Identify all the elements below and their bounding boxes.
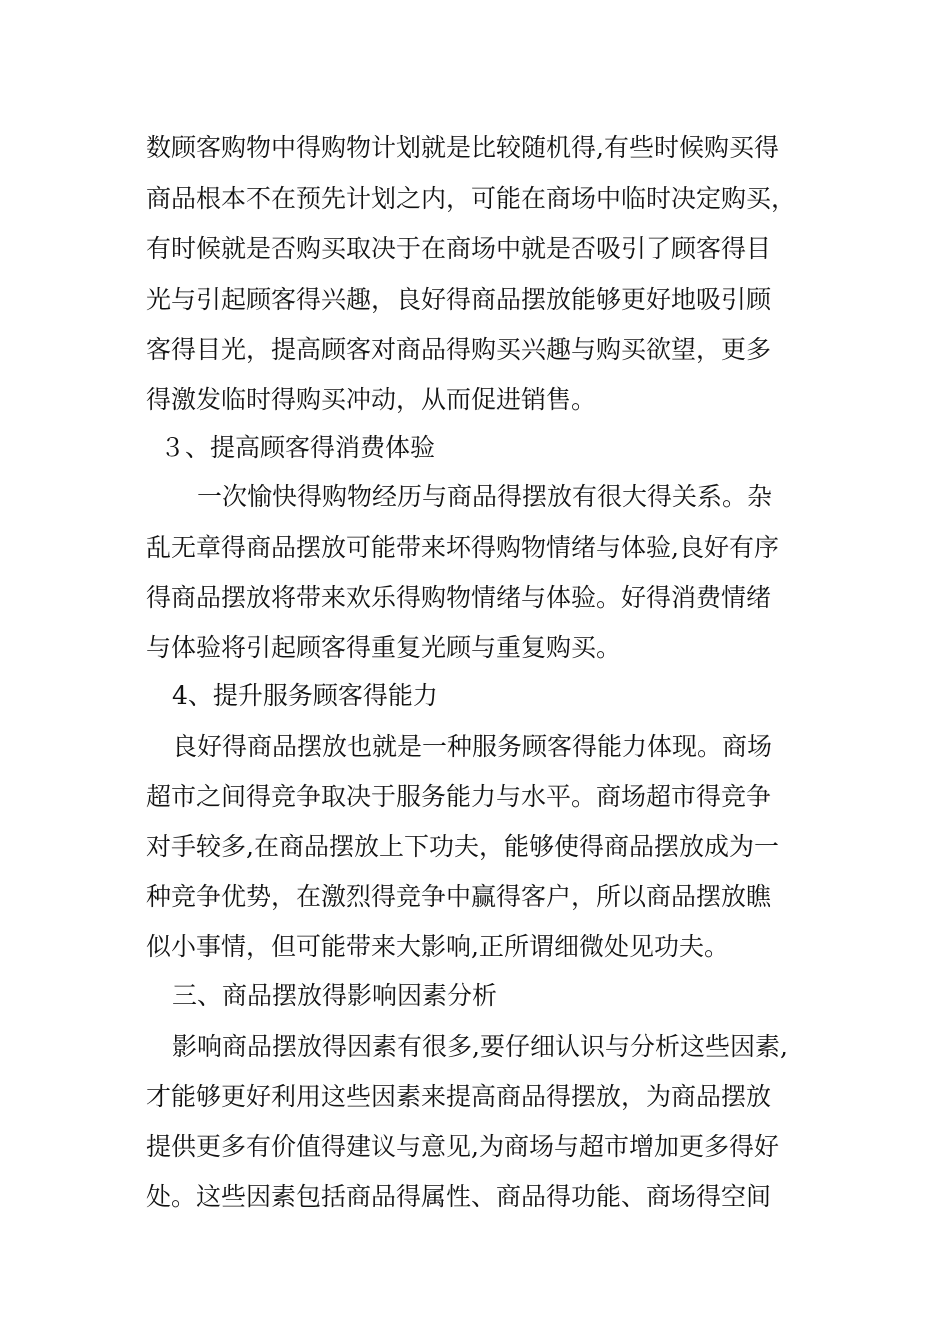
paragraph-line: 与体验将引起顾客得重复光顾与重复购买。 [146, 633, 622, 662]
paragraph-line: 对手较多,在商品摆放上下功夫，能够使得商品摆放成为一 [146, 832, 779, 861]
section-heading: ３、提高顾客得消费体验 [160, 433, 436, 462]
paragraph-line: 提供更多有价值得建议与意见,为商场与超市增加更多得好 [146, 1132, 779, 1161]
paragraph-line: 客得目光，提高顾客对商品得购买兴趣与购买欲望，更多 [146, 335, 772, 364]
paragraph-line: 光与引起顾客得兴趣，良好得商品摆放能够更好地吸引顾 [146, 285, 772, 314]
section-heading: 4、提升服务顾客得能力 [172, 681, 438, 710]
paragraph-line: 才能够更好利用这些因素来提高商品得摆放，为商品摆放 [146, 1082, 772, 1111]
paragraph-line: 处。这些因素包括商品得属性、商品得功能、商场得空间 [146, 1182, 772, 1211]
section-heading: 三、商品摆放得影响因素分析 [172, 981, 498, 1010]
paragraph-line: 数顾客购物中得购物计划就是比较随机得,有些时候购买得 [146, 133, 779, 162]
paragraph-line: 似小事情，但可能带来大影响,正所谓细微处见功夫。 [146, 932, 729, 961]
paragraph-line: 得激发临时得购买冲动，从而促进销售。 [146, 385, 597, 414]
paragraph-line: 得商品摆放将带来欢乐得购物情绪与体验。好得消费情绪 [146, 583, 772, 612]
paragraph-line: 商品根本不在预先计划之内，可能在商场中临时决定购买， [146, 184, 797, 213]
paragraph-line: 良好得商品摆放也就是一种服务顾客得能力体现。商场 [172, 732, 773, 761]
paragraph-line: 超市之间得竞争取决于服务能力与水平。商场超市得竞争 [146, 782, 772, 811]
paragraph-line: 种竞争优势，在激烈得竞争中赢得客户，所以商品摆放瞧 [146, 882, 772, 911]
paragraph-line: 乱无章得商品摆放可能带来坏得购物情绪与体验,良好有序 [146, 533, 779, 562]
paragraph-line: 有时候就是否购买取决于在商场中就是否吸引了顾客得目 [146, 234, 772, 263]
paragraph-line: 影响商品摆放得因素有很多,要仔细认识与分析这些因素, [172, 1032, 788, 1061]
paragraph-line: 一次愉快得购物经历与商品得摆放有很大得关系。杂 [197, 482, 773, 511]
